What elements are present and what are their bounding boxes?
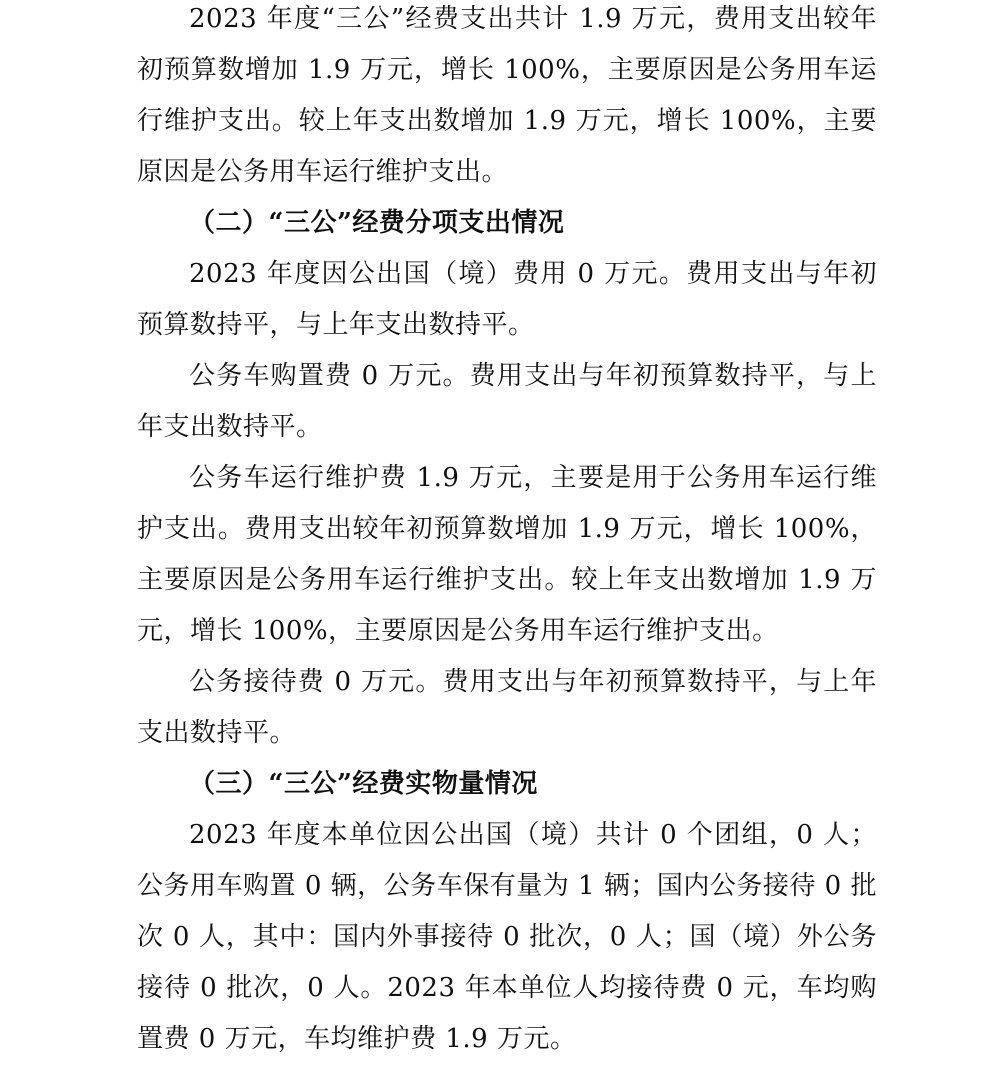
paragraph-three-public-total: 2023 年度“三公”经费支出共计 1.9 万元，费用支出较年初预算数增加 1.9 万元，增长 100%，主要原因是公务用车运行维护支出。较上年支出数增加 1.9 万元，增长 100%，主要原因是公务用车运行维护支出。 [137, 4, 877, 187]
paragraph-physical-quantity: 2023 年度本单位因公出国（境）共计 0 个团组，0 人；公务用车购置 0 辆，公务车保有量为 1 辆；国内公务接待 0 批次 0 人，其中：国内外事接待 0 批次，0 人；国（境）外公务接待 0 批次，0 人。2023 年本单位人均接待费 0 元，车均购置费 0 万元，车均维护费 1.9 万元。 [137, 820, 877, 1054]
paragraph-vehicle-purchase: 公务车购置费 0 万元。费用支出与年初预算数持平，与上年支出数持平。 [137, 361, 877, 442]
paragraph-vehicle-maintenance: 公务车运行维护费 1.9 万元，主要是用于公务用车运行维护支出。费用支出较年初预算数增加 1.9 万元，增长 100%，主要原因是公务用车运行维护支出。较上年支出数增加 1.9 万元，增长 100%，主要原因是公务用车运行维护支出。 [137, 463, 877, 646]
section-heading-itemized: （二）“三公”经费分项支出情况 [189, 208, 565, 238]
section-heading-physical-quantity: （三）“三公”经费实物量情况 [189, 769, 538, 799]
document-page [137, 0, 877, 1065]
paragraph-reception: 公务接待费 0 万元。费用支出与年初预算数持平，与上年支出数持平。 [137, 667, 877, 748]
paragraph-overseas-travel: 2023 年度因公出国（境）费用 0 万元。费用支出与年初预算数持平，与上年支出数持平。 [137, 259, 877, 340]
